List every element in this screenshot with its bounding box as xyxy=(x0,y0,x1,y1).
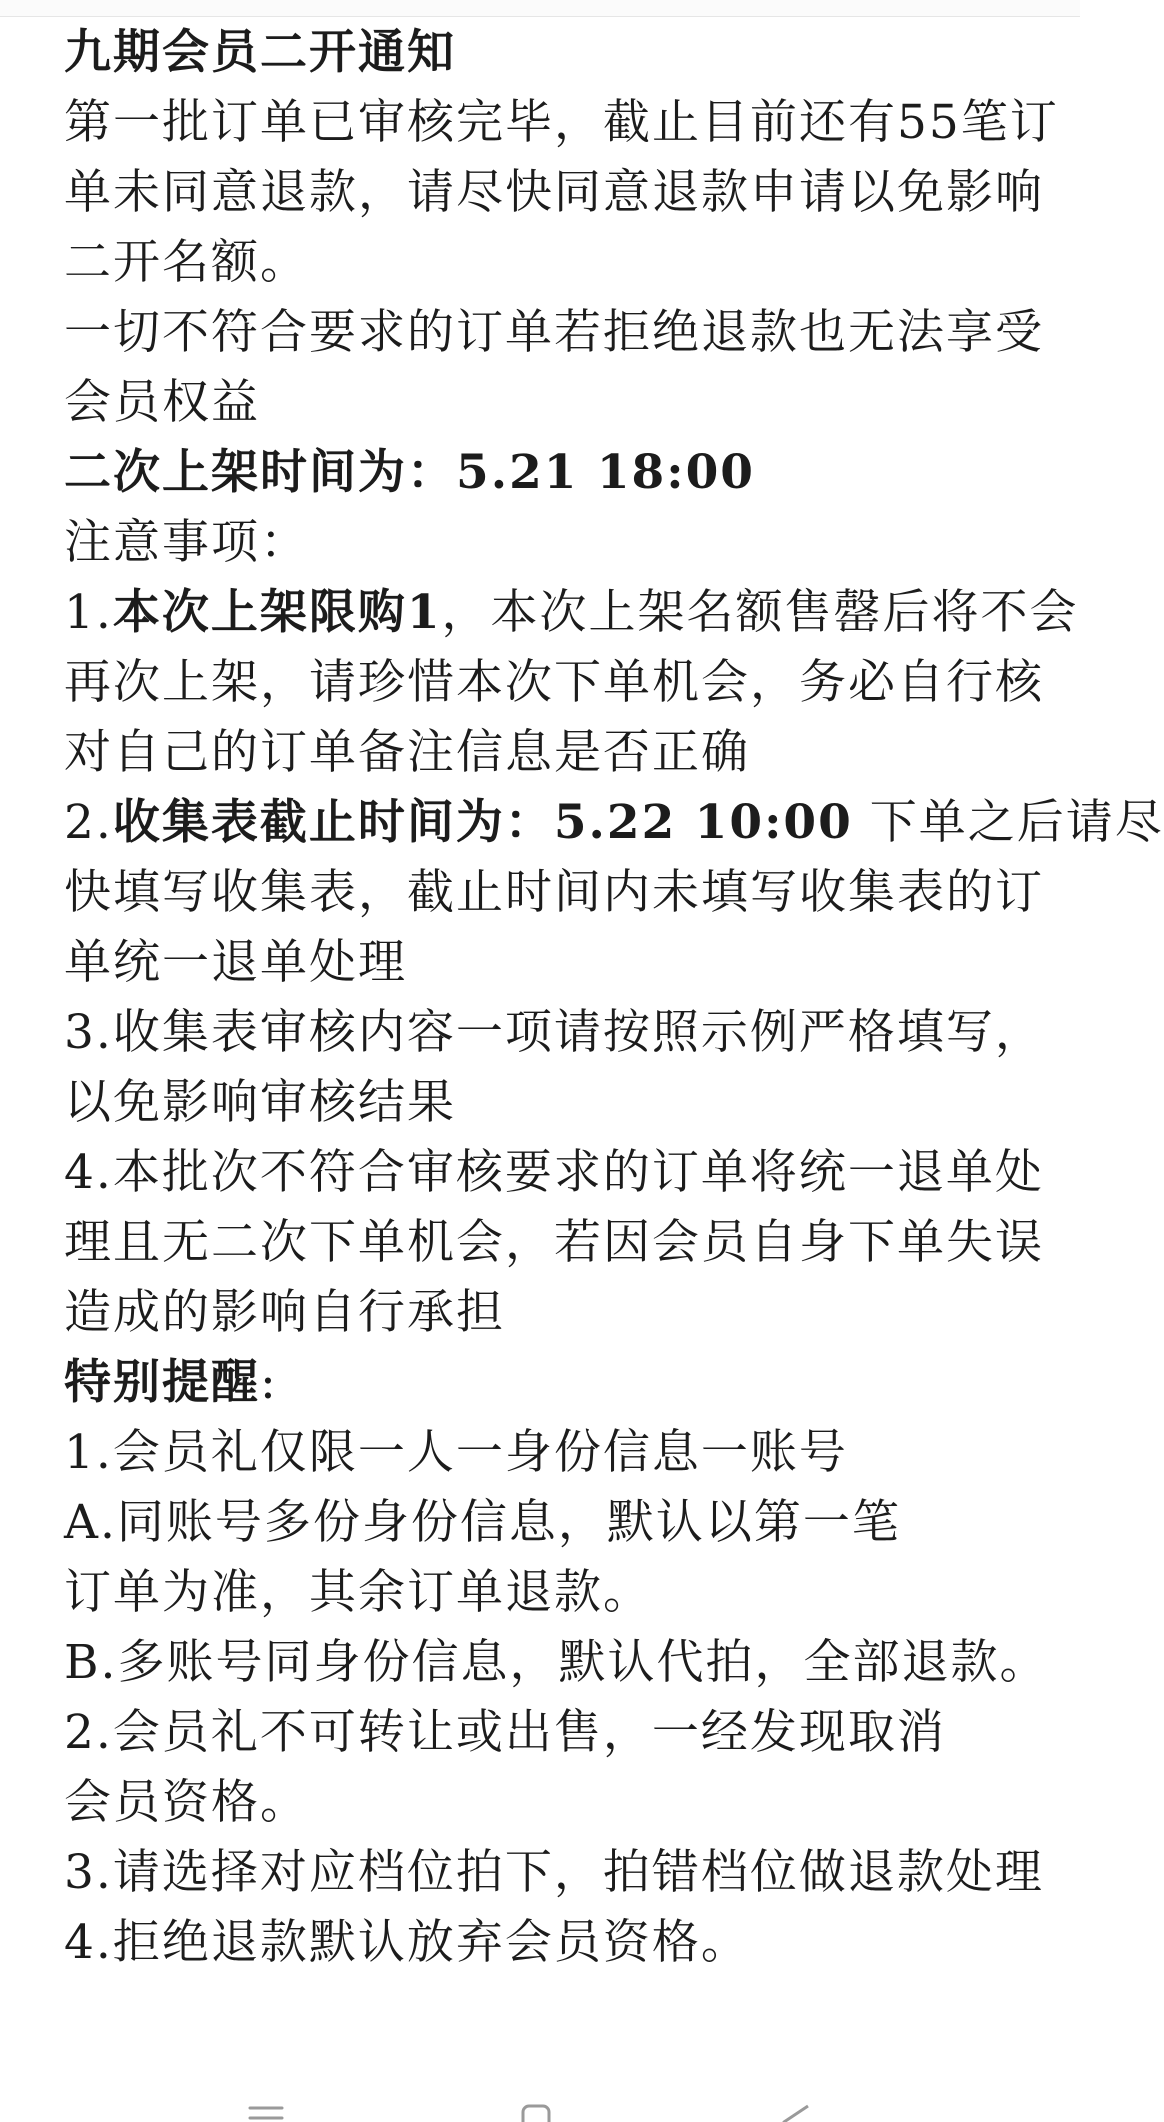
back-triangle-icon[interactable] xyxy=(774,2102,818,2122)
relist-time: 二次上架时间为：5.21 18:00 xyxy=(64,445,755,500)
paragraph-line: 造成的影响自行承担 xyxy=(64,1285,505,1340)
reminder-1: 1.会员礼仅限一人一身份信息一账号 xyxy=(64,1425,848,1480)
paragraph-line: 单统一退单处理 xyxy=(64,935,407,990)
note-1-highlight: 本次上架限购1 xyxy=(112,585,442,640)
note-2-prefix: 2. xyxy=(64,795,113,850)
reminder-1b: B.多账号同身份信息，默认代拍，全部退款。 xyxy=(64,1635,1049,1690)
paragraph-line: 快填写收集表，截止时间内未填写收集表的订 xyxy=(64,865,1044,920)
notice-body xyxy=(64,18,1164,1978)
notes-heading: 注意事项： xyxy=(64,515,309,570)
special-reminder-heading xyxy=(64,1348,1024,1418)
reminder-3: 3.请选择对应档位拍下，拍错档位做退款处理 xyxy=(64,1845,1044,1900)
paragraph-line: 对自己的订单备注信息是否正确 xyxy=(64,725,750,780)
paragraph-line: 二开名额。 xyxy=(64,235,309,290)
reminder-1a: A.同账号多份身份信息，默认以第一笔 xyxy=(64,1495,901,1550)
note-3: 3.收集表审核内容一项请按照示例严格填写， xyxy=(64,1005,1044,1060)
note-2 xyxy=(64,788,1164,858)
special-reminder-label: 特别提醒 xyxy=(64,1355,260,1410)
paragraph-line: 会员权益 xyxy=(64,375,260,430)
paragraph-line: 理且无二次下单机会，若因会员自身下单失误 xyxy=(64,1215,1044,1270)
paragraph-line: 会员资格。 xyxy=(64,1775,309,1830)
home-square-icon[interactable] xyxy=(514,2102,558,2122)
paragraph-line: 再次上架，请珍惜本次下单机会，务必自行核 xyxy=(64,655,1044,710)
notice-title: 九期会员二开通知 xyxy=(64,25,456,80)
note-2-highlight: 收集表截止时间为：5.22 10:00 xyxy=(112,795,853,850)
paragraph-line: 以免影响审核结果 xyxy=(64,1075,456,1130)
note-4: 4.本批次不符合审核要求的订单将统一退单处 xyxy=(64,1145,1044,1200)
note-1-prefix: 1. xyxy=(64,585,113,640)
reminder-4: 4.拒绝退款默认放弃会员资格。 xyxy=(64,1915,750,1970)
system-navigation-bar xyxy=(0,2080,1080,2120)
note-2-text: 下单之后请尽 xyxy=(852,795,1164,850)
menu-lines-icon[interactable] xyxy=(244,2102,288,2122)
paragraph-line: 第一批订单已审核完毕，截止目前还有55笔订 xyxy=(64,95,1059,150)
reminder-2: 2.会员礼不可转让或出售，一经发现取消 xyxy=(64,1705,946,1760)
note-1-text: ，本次上架名额售罄后将不会 xyxy=(441,585,1079,640)
note-1 xyxy=(64,578,1079,648)
paragraph-line: 订单为准，其余订单退款。 xyxy=(64,1565,652,1620)
special-reminder-colon: : xyxy=(260,1355,278,1410)
paragraph-line: 单未同意退款，请尽快同意退款申请以免影响 xyxy=(64,165,1044,220)
status-bar-divider xyxy=(0,0,1080,17)
paragraph-line: 一切不符合要求的订单若拒绝退款也无法享受 xyxy=(64,305,1044,360)
